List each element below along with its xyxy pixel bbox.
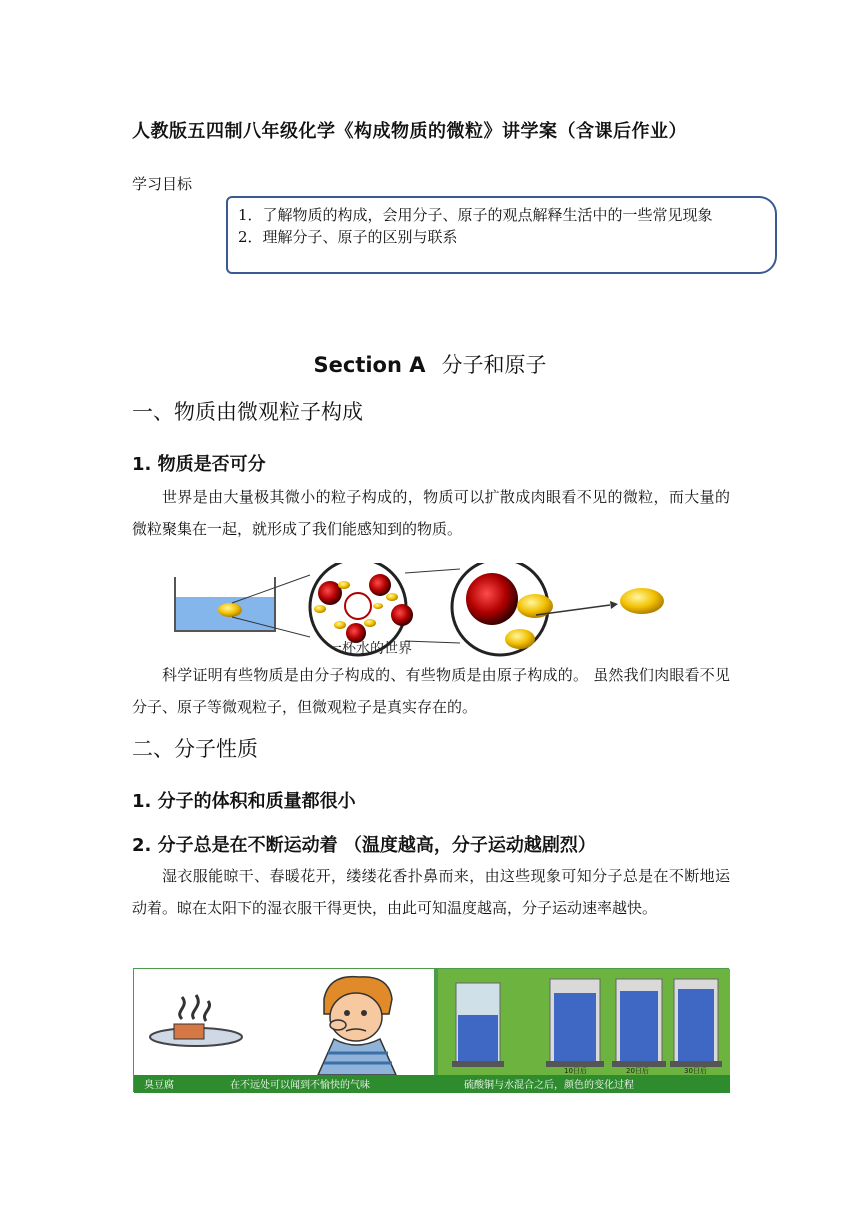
water-cup-figure [170,563,680,657]
learning-goals-label: 学习目标 [132,175,193,193]
section-heading [0,349,860,379]
part1-heading: 一、物质由微观粒子构成 [132,400,363,424]
diffusion-figure [133,968,729,1092]
part1-paragraph-2: 科学证明有些物质是由分子构成的、有些物质是由原子构成的。 虽然我们肉眼看不见分子、原子等微观粒子，但微观粒子是真实存在的。 [132,666,730,716]
caption-copper-sulfate: 硫酸铜与水混合之后，颜色的变化过程 [464,1080,634,1091]
part2-heading: 二、分子性质 [132,737,258,761]
document-title: 人教版五四制八年级化学《构成物质的微粒》讲学案（含课后作业） [132,121,687,142]
stinky-tofu-icon [150,995,242,1046]
part2-subheading-2: 2. 分子总是在不断运动着 （温度越高，分子运动越剧烈） [132,835,596,856]
figure-caption: 一杯水的世界 [328,641,412,657]
diffusion-illustration [134,969,730,1093]
part2-paragraph-1: 湿衣服能晾干、春暖花开，缕缕花香扑鼻而来，由这些现象可知分子总是在不断地运动着。晾在太阳下的湿衣服干得更快，由此可知温度越高，分子运动速率越快。 [132,867,730,917]
person-holding-nose-icon [318,977,396,1075]
goal-item: 1．了解物质的构成，会用分子、原子的观点解释生活中的一些常见现象 [238,206,713,224]
caption-stinky-tofu: 臭豆腐 [144,1080,174,1091]
water-molecule-icon [452,563,553,655]
beaker-3-icon [612,979,666,1067]
beaker-icon [175,577,275,631]
beaker-1-icon [452,983,504,1067]
tube-label: 10日后 [564,1067,587,1075]
caption-smell: 在不远处可以闻到不愉快的气味 [230,1080,370,1091]
beaker-4-icon [670,979,722,1067]
part1-subheading: 1. 物质是否可分 [132,454,266,475]
tube-label: 30日后 [684,1067,707,1075]
tube-label: 20日后 [626,1067,649,1075]
section-heading-zh: 分子和原子 [441,353,547,377]
part1-paragraph-1: 世界是由大量极其微小的粒子构成的，物质可以扩散成肉眼看不见的微粒，而大量的微粒聚集在一起，就形成了我们能感知到的物质。 [132,488,730,538]
learning-goals-box [226,196,777,274]
goal-item: 2．理解分子、原子的区别与联系 [238,228,458,246]
beaker-2-icon [546,979,604,1067]
section-heading-en: Section A [313,353,426,377]
part2-subheading-1: 1. 分子的体积和质量都很小 [132,791,356,812]
